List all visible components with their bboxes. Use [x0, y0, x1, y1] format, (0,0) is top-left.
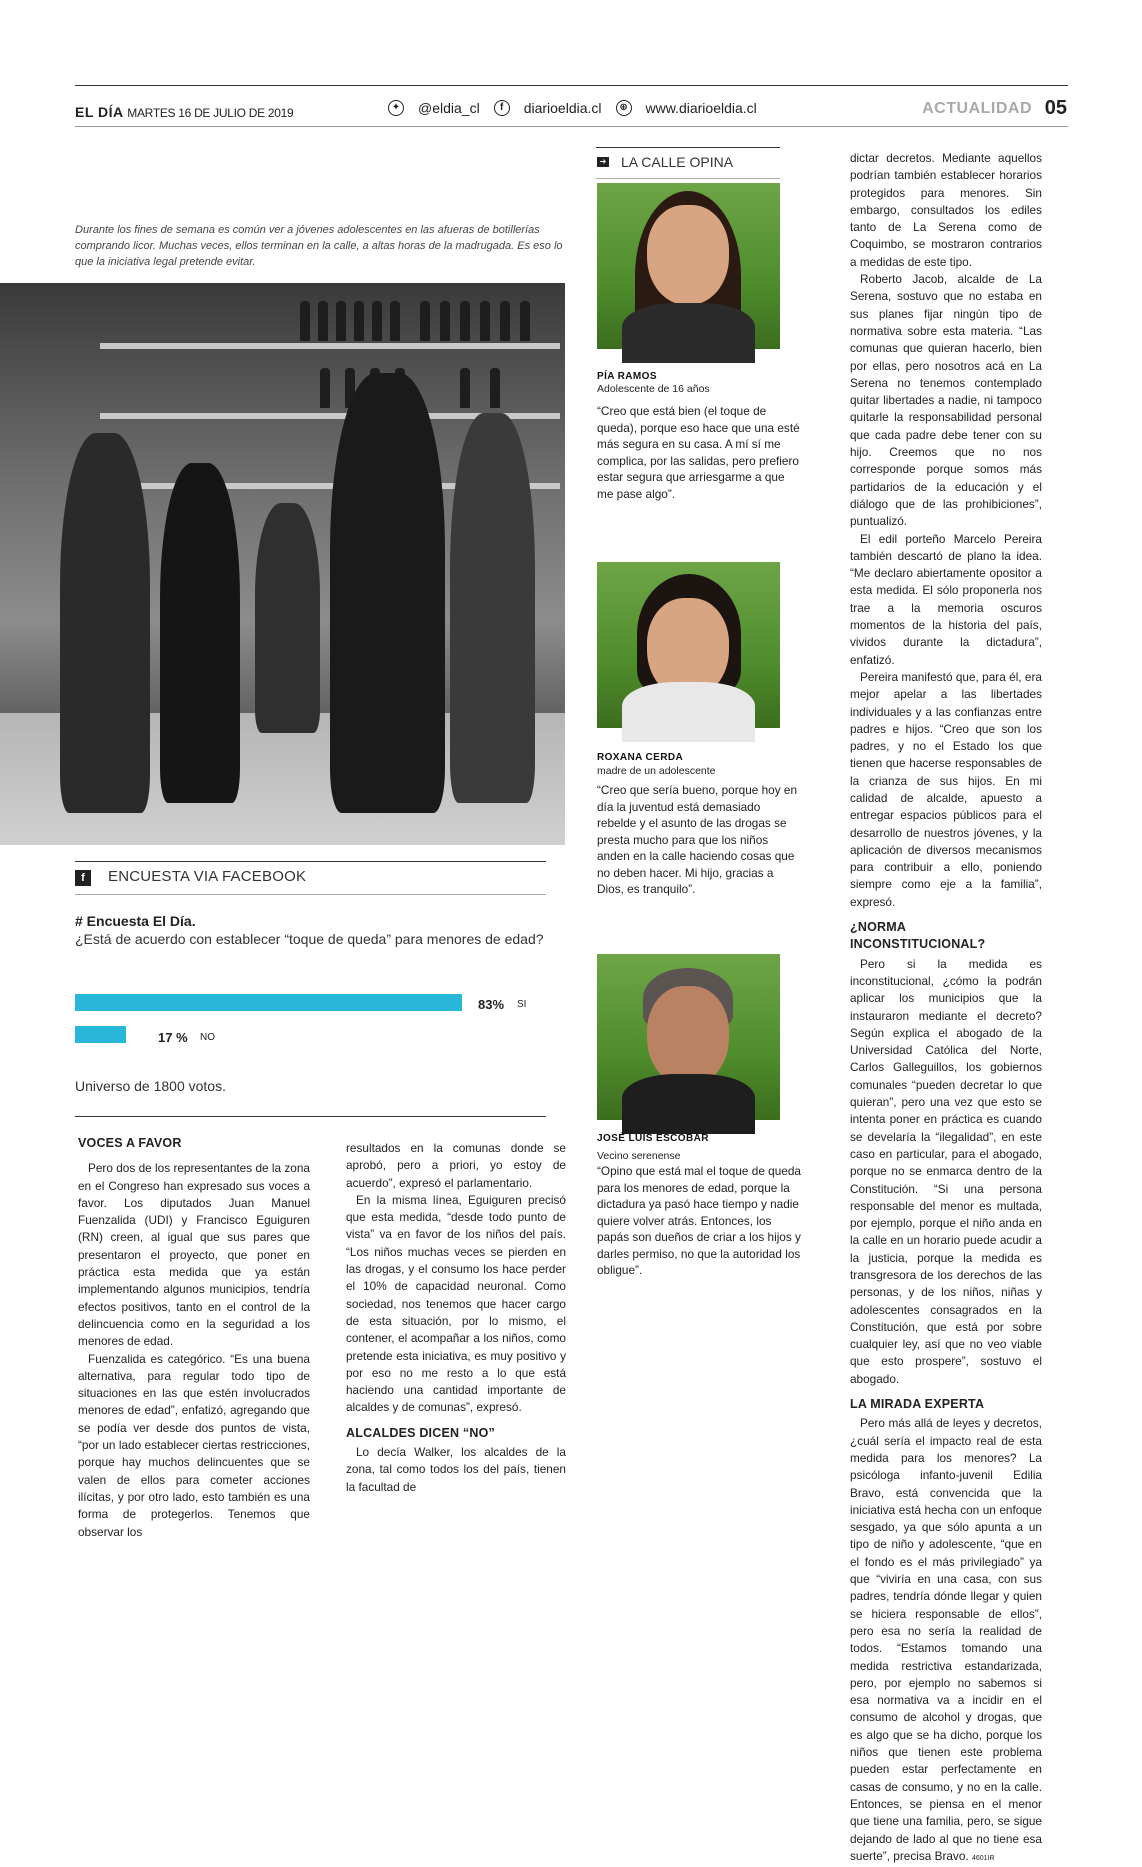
paragraph: Fuenzalida es categórico. “Es una buena alternativa, para regular todo tipo de situaciones en las que estén involucrados menores de edad”, enfatizó, agregando que se podía ver desde dos puntos de vista, “por un lado establecer ciertas restricciones, porque hay muchos delincuentes que se valen de ellos para cometer acciones ilícitas, y por otro lado, esto también es una forma de protegerlos. Tenemos que observar los [78, 1351, 310, 1539]
photo-bottle [490, 368, 500, 408]
person-role: Vecino serenense [597, 1150, 681, 1162]
photo-bottle [318, 301, 328, 341]
portrait-face [647, 986, 729, 1086]
photo-bottle [460, 301, 470, 341]
paragraph: Lo decía Walker, los alcaldes de la zona, tal como todos los del país, tienen la facultad de [346, 1445, 566, 1494]
header-bottom-rule [75, 126, 1068, 127]
person-quote: “Creo que está bien (el toque de queda), porque eso hace que una esté más segura en su casa. A mí sí me complica, por las salidas, pero prefiero estar segura que arriesgarme a que me pase algo”. [597, 404, 800, 501]
photo-bottle [520, 301, 530, 341]
main-photo [0, 283, 565, 845]
survey-label: ENCUESTA VIA FACEBOOK [108, 868, 307, 885]
poll-bar-si [75, 994, 462, 1011]
poll-value-si: 83% [478, 997, 505, 1012]
photo-bottle [500, 301, 510, 341]
photo-bottle [460, 368, 470, 408]
article-column-4 [850, 150, 1042, 1867]
photo-bottle [354, 301, 364, 341]
poll-label-no: NO [200, 1032, 215, 1043]
photo-person [450, 413, 535, 803]
portrait-jose-luis-escobar [597, 954, 780, 1120]
portrait-roxana-cerda [597, 562, 780, 728]
portrait-body [622, 1074, 755, 1134]
survey-top-rule [75, 861, 546, 862]
person-name: PÍA RAMOS [597, 371, 657, 382]
subheading-voces-a-favor: VOCES A FAVOR [78, 1136, 182, 1150]
person-role: madre de un adolescente [597, 765, 716, 777]
subheading-norma-inconstitucional: ¿NORMA INCONSTITUCIONAL? [850, 920, 986, 952]
person-name: ROXANA CERDA [597, 752, 684, 763]
paragraph: dictar decretos. Mediante aquellos podrían también establecer horarios protegidos para menores. Sin embargo, consultados los ediles tanto de La Serena como de Coquimbo, se mostraron contrarios a medidas de este tipo. [850, 151, 1042, 269]
photo-bottle [480, 301, 490, 341]
survey-bottom-rule [75, 1116, 546, 1117]
poll-universe: Universo de 1800 votos. [75, 1078, 226, 1094]
paragraph: Pero dos de los representantes de la zona en el Congreso han expresado sus voces a favor. Los diputados Juan Manuel Fuenzalida (UDI) y Francisco Eguiguren (RN) creen, al igual que sus pares que presentaron el proyecto, que poner en práctica esta medida que ya están implementando algunos municipios, tendría efectos positivos, tanto en el control de la delincuencia como en la seguridad a los menores de edad. [78, 1161, 310, 1349]
portrait-face [647, 205, 729, 305]
publication-name: EL DÍA [75, 104, 124, 120]
publication-date: MARTES 16 DE JULIO DE 2019 [127, 106, 294, 120]
photo-person [330, 373, 445, 813]
poll-label-si: SI [517, 999, 527, 1010]
website-link[interactable]: www.diarioeldia.cl [645, 100, 757, 116]
photo-person [160, 463, 240, 803]
photo-shelf [100, 343, 560, 349]
facebook-handle[interactable]: diarioeldia.cl [523, 100, 602, 116]
opina-label: LA CALLE OPINA [621, 154, 734, 170]
paragraph: El edil porteño Marcelo Pereira también descartó de plano la idea. “Me declaro abiertamente opositor a esta medida. El sólo proponerla nos trae a la memoria oscuros momentos de la historia del país, vividos durante la dictadura”, enfatizó. [850, 531, 1042, 667]
subheading-la-mirada-experta: LA MIRADA EXPERTA [850, 1397, 985, 1412]
publication-line [75, 104, 293, 120]
photo-bottle [320, 368, 330, 408]
photo-bottle [440, 301, 450, 341]
survey-label-rule [75, 894, 546, 895]
poll-question: ¿Está de acuerdo con establecer “toque de queda” para menores de edad? [75, 931, 544, 947]
photo-bottle [390, 301, 400, 341]
portrait-body [622, 682, 755, 742]
arrow-right-icon: ➔ [597, 157, 609, 167]
person-quote: “Creo que sería bueno, porque hoy en día la juventud está demasiado rebelde y el asunto de las drogas se presta mucho para que los niños anden en la calle haciendo cosas que no deben hacer. Mi hijo, gracias a Dios, es tranquilo”. [597, 783, 798, 896]
poll-bar-no [75, 1026, 126, 1043]
person-role: Adolescente de 16 años [597, 383, 710, 395]
facebook-icon: f [75, 870, 91, 886]
photo-person [255, 503, 320, 733]
paragraph [850, 1415, 1042, 1867]
person-quote: “Opino que está mal el toque de queda para los menores de edad, porque la dictadura ya pasó hace tiempo y nadie quiere volver atrás. Entonces, los papás son dueños de criar a los hijos y darles permiso, no que la autoridad los obligue”. [597, 1164, 801, 1277]
paragraph: Pero si la medida es inconstitucional, ¿cómo la podrán aplicar los municipios que la instauraron mediante el decreto? Según explica el abogado de la Universidad Católica del Norte, Carlos Galleguillos, los gobiernos comunales “pueden decretar lo que quieran”, pero una vez que esto se intenta poner en práctica es cuando se develaría la “ilegalidad”, en este caso en particular, para el abogado, porque no se enmarca dentro de la Constitución. “Si una persona responsable del menor es multada, por ejemplo, porque el niño anda en la calle en un horario puede acudir a la justicia, porque la medida es transgresora de los derechos de las personas, y de los niños, niñas y adolescentes consagrados en la Constitución, que está por sobre cualquier ley, así que no veo viable que esto prospere”, sostuvo el abogado. [850, 956, 1042, 1386]
twitter-handle[interactable]: @eldia_cl [418, 100, 480, 116]
portrait-body [622, 303, 755, 363]
paragraph: En la misma línea, Eguiguren precisó que esta medida, “desde todo punto de vista” va en favor de los niños del país. “Los niños muchas veces se pierden en las drogas, y el consumo los hace perder el 10% de capacidad neuronal. Como sociedad, nos tenemos que hacer cargo de esta situación, por lo mismo, el contener, el acompañar a los niños, como pretende esta iniciativa, es muy positivo y por eso no me resto a lo que está haciendo una cantidad importante de alcaldes y de comunas”, expresó. [346, 1192, 566, 1415]
photo-bottle [372, 301, 382, 341]
poll-value-no: 17 % [158, 1030, 188, 1045]
person-name: JOSÉ LUIS ESCOBAR [597, 1133, 709, 1144]
photo-bottle [300, 301, 310, 341]
opina-label-rule [596, 178, 780, 179]
article-column-1 [78, 1135, 310, 1541]
photo-bottle [420, 301, 430, 341]
paragraph: Roberto Jacob, alcalde de La Serena, sostuvo que no estaba en sus planes fijar ningún tipo de normativa sobre esta materia. “Las comunas que quieran hacerlo, bien por ellas, pero nosotros acá en La Serena no tenemos contemplado quitar libertades a nadie, ni tampoco quitarle la responsabilidad personal que cada padre debe tener con su hijo. Creemos que no nos corresponde porque somos más partidarios de la educación y el diálogo que de las prohibiciones”, puntualizó. [850, 272, 1042, 529]
photo-bottle [336, 301, 346, 341]
subheading-alcaldes: ALCALDES DICEN “NO” [346, 1425, 495, 1440]
paragraph-text: Pero más allá de leyes y decretos, ¿cuál sería el impacto real de esta medida para los menores? La psicóloga infanto-juvenil Edilia Bravo, está convencida que la iniciativa está hecha con un enfoque sesgado, ya que sólo apunta a un tipo de niño y adolescente, “que en el fondo es el más privilegiado” ya que “viviría en una casa, con sus padres, tendría dónde llegar y quien se hiciera responsable de ellos”, pero esa no sería la realidad de todos. “Estamos tomando una medida restrictiva estandarizada, pero, por ejemplo no sabemos si esa normativa va a incidir en el consumo de alcohol y drogas, que es algo que se ha dicho, porque los niños que tienen este problema pueden estar perfectamente en casas de consumo, y no en la calle. Entonces, se piensa en el menor que tiene una familia, pero, se sigue dejando de lado al que no tiene esa suerte”, precisa Bravo. [850, 1416, 1042, 1863]
author-sign: 4601IR [971, 1854, 995, 1862]
twitter-icon: ✦ [388, 100, 404, 116]
section-name: ACTUALIDAD [922, 100, 1032, 117]
photo-caption: Durante los fines de semana es común ver a jóvenes adolescentes en las afueras de botillerías comprando licor. Muchas veces, ellos terminan en la calle, a altas horas de la madrugada. Es eso lo que la iniciativa legal pretende evitar. [75, 224, 563, 268]
globe-icon: ⊕ [616, 100, 632, 116]
header-top-rule [75, 85, 1068, 86]
page-number: 05 [1044, 97, 1067, 119]
social-links [388, 100, 757, 116]
facebook-icon: f [494, 100, 510, 116]
portrait-pia-ramos [597, 183, 780, 349]
paragraph: Pereira manifestó que, para él, era mejor apelar a las libertades individuales y a las confianzas entre padres e hijos. “Creo que son los padres, y no el Estado los que tienen que hacerse responsables de la crianza de sus hijos. En mi calidad de alcalde, apuesto a entregar espacios públicos para el desarrollo de nuestros jóvenes, y la aplicación de diversos mecanismos para contribuir a ello, poniendo siempre como eje a la familia”, expresó. [850, 669, 1042, 909]
poll-heading: # Encuesta El Día. [75, 913, 196, 929]
article-column-2 [346, 1140, 566, 1496]
opina-top-rule [596, 147, 780, 148]
photo-person [60, 433, 150, 813]
paragraph: resultados en la comunas donde se aprobó, pero a priori, yo estoy de acuerdo”, expresó el parlamentario. [346, 1141, 566, 1190]
